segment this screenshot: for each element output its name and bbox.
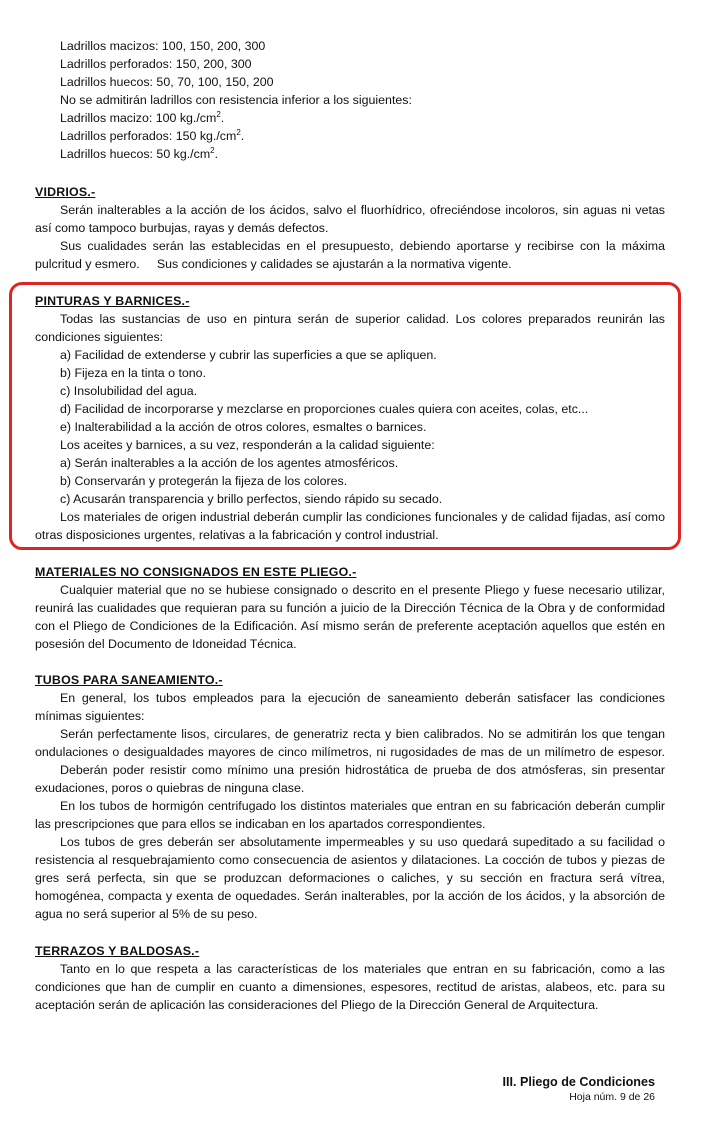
paragraph-line: aceptación serán de aplicación las consideraciones del Pliego de la Dirección General de Arquitectura.	[35, 998, 599, 1012]
bricks-min-huecos	[35, 145, 665, 163]
list-item: c) Insolubilidad del agua.	[60, 384, 198, 398]
list-item: b) Fijeza en la tinta o tono.	[60, 366, 207, 380]
paragraph-line: pulcritud y esmero. Sus condiciones y calidades se ajustarán a la normativa vigente.	[35, 257, 512, 271]
pinturas-heading: PINTURAS Y BARNICES.-	[35, 294, 190, 308]
paragraph-line: agua no será superior al 5% de su peso.	[35, 907, 258, 921]
paragraph-line: ondulaciones o desigualdades mayores de cinco milímetros, ni rugosidades de mas de un milímetro de espesor.	[35, 745, 665, 759]
paragraph-line: otras disposiciones urgentes, relativas a la fabricación y control industrial.	[35, 528, 439, 542]
paragraph-line: así como tampoco burbujas, rayas y demás defectos.	[35, 221, 329, 235]
list-item: a) Facilidad de extenderse y cubrir las superficies a que se apliquen.	[60, 348, 437, 362]
paragraph-line: condiciones siguientes:	[35, 330, 164, 344]
paragraph-line: gres será perfecta, sin que se produzcan deformaciones o caliches, y su sección en fractura será vítrea,	[35, 871, 665, 885]
list-item: d) Facilidad de incorporarse y mezclarse en proporciones cuales quiera con aceites, colas, etc...	[60, 402, 589, 416]
footer-title: III. Pliego de Condiciones	[502, 1075, 655, 1089]
period: .	[220, 111, 225, 125]
bricks-min-perforados	[35, 127, 665, 145]
terrazos-heading: TERRAZOS Y BALDOSAS.-	[35, 944, 200, 958]
paragraph-line: homogénea, compacta y exenta de oquedades. Serán inalterables, por la acción de los ácidos, y la absorción de	[35, 889, 665, 903]
paragraph-line: las prescripciones que para ellos se indicaban en los apartados correspondientes.	[35, 817, 486, 831]
bricks-no-admitiran: No se admitirán ladrillos con resistencia inferior a los siguientes:	[60, 93, 412, 107]
bricks-huecos: Ladrillos huecos: 50, 70, 100, 150, 200	[60, 75, 274, 89]
bricks-min-macizo-text: Ladrillos macizo: 100 kg./cm	[60, 111, 217, 125]
bricks-min-perforados-text: Ladrillos perforados: 150 kg./cm	[60, 129, 237, 143]
paragraph-line: exudaciones, poros o quiebras de ninguna clase.	[35, 781, 305, 795]
tubos-heading: TUBOS PARA SANEAMIENTO.-	[35, 673, 223, 687]
bricks-min-huecos-text: Ladrillos huecos: 50 kg./cm	[60, 147, 211, 161]
paragraph-line: Sus cualidades serán las establecidas en el presupuesto, debiendo aportarse y recibirse con la máxima	[60, 239, 665, 253]
vidrios-heading: VIDRIOS.-	[35, 185, 96, 199]
bricks-macizos: Ladrillos macizos: 100, 150, 200, 300	[60, 39, 266, 53]
paragraph-line: Los aceites y barnices, a su vez, responderán a la calidad siguiente:	[60, 438, 435, 452]
period: .	[240, 129, 245, 143]
paragraph-line: En los tubos de hormigón centrifugado los distintos materiales que entran en su fabricación deberán cumplir	[60, 799, 665, 813]
paragraph-line: Cualquier material que no se hubiese consignado o descrito en el presente Pliego y fuese necesario utilizar,	[60, 583, 665, 597]
paragraph-line: Todas las sustancias de uso en pintura serán de superior calidad. Los colores preparados reunirán las	[60, 312, 665, 326]
paragraph-line: posesión del Documento de Idoneidad Técnica.	[35, 637, 297, 651]
superscript: 2	[216, 110, 221, 119]
paragraph-line: Serán inalterables a la acción de los ácidos, salvo el fluorhídrico, ofreciéndose incoloros, sin aguas ni vetas	[60, 203, 665, 217]
paragraph-line: con el Pliego de Condiciones de la Edificación. Así mismo serán de preferente aceptación aquellos que estén en	[35, 619, 665, 633]
paragraph-line: Los materiales de origen industrial deberán cumplir las condiciones funcionales y de calidad fijadas, así como	[60, 510, 665, 524]
paragraph-line: reunirá las cualidades que requieran para su función a juicio de la Dirección Técnica de la Obra y de conformidad	[35, 601, 665, 615]
pinturas-section	[35, 292, 665, 544]
materiales-heading: MATERIALES NO CONSIGNADOS EN ESTE PLIEGO.-	[35, 565, 357, 579]
list-item: c) Acusarán transparencia y brillo perfectos, siendo rápido su secado.	[60, 492, 443, 506]
paragraph-line: Deberán poder resistir como mínimo una presión hidrostática de prueba de dos atmósferas, sin presentar	[60, 763, 665, 777]
terrazos-section	[35, 942, 665, 1014]
bricks-section	[35, 37, 665, 163]
paragraph-line: resistencia al resquebrajamiento como consecuencia de asientos y dilataciones. La cocción de tubos y piezas de	[35, 853, 665, 867]
page-number: Hoja núm. 9 de 26	[569, 1091, 655, 1103]
bricks-min-macizo	[35, 109, 665, 127]
list-item: e) Inalterabilidad a la acción de otros colores, esmaltes o barnices.	[60, 420, 427, 434]
superscript: 2	[210, 146, 215, 155]
materiales-section	[35, 563, 665, 653]
paragraph-line: Serán perfectamente lisos, circulares, de generatriz recta y bien calibrados. No se admitirán los que tengan	[60, 727, 665, 741]
paragraph-line: condiciones que han de cumplir en cuanto a dimensiones, espesores, rectitud de aristas, alabeos, etc. para su	[35, 980, 665, 994]
bricks-perforados: Ladrillos perforados: 150, 200, 300	[60, 57, 252, 71]
tubos-section	[35, 671, 665, 923]
page-footer	[502, 1074, 655, 1104]
superscript: 2	[236, 128, 241, 137]
paragraph-line: Tanto en lo que respeta a las características de los materiales que entran en su fabricación, como a las	[60, 962, 665, 976]
paragraph-line: mínimas siguientes:	[35, 709, 145, 723]
vidrios-section	[35, 183, 665, 273]
paragraph-line: En general, los tubos empleados para la ejecución de saneamiento deberán satisfacer las condiciones	[60, 691, 665, 705]
list-item: a) Serán inalterables a la acción de los agentes atmosféricos.	[60, 456, 399, 470]
period: .	[214, 147, 219, 161]
list-item: b) Conservarán y protegerán la fijeza de los colores.	[60, 474, 348, 488]
paragraph-line: Los tubos de gres deberán ser absolutamente impermeables y su uso quedará supeditado a su facilidad o	[60, 835, 665, 849]
